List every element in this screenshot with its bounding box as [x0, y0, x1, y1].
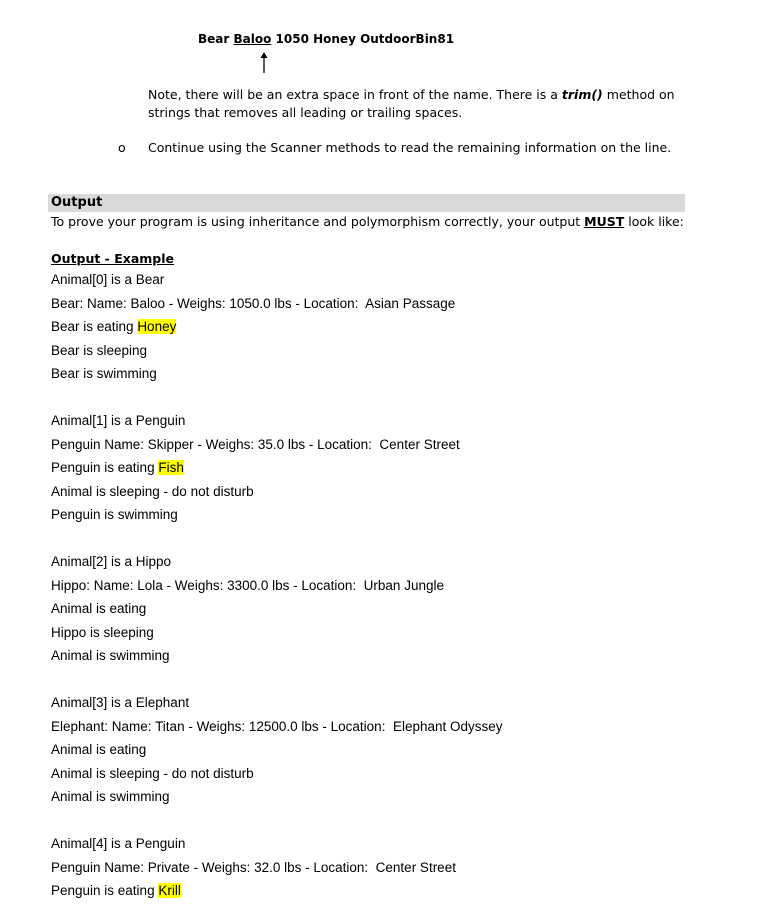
output-line — [51, 883, 181, 898]
output-line-text: Bear is swimming — [51, 366, 157, 381]
sample-name: Baloo — [233, 32, 272, 46]
output-line — [51, 719, 503, 734]
output-line — [51, 484, 254, 499]
output-line — [51, 578, 444, 593]
output-line — [51, 507, 178, 522]
note-text-after: method on strings that removes all leading or trailing spaces. — [148, 87, 675, 120]
up-arrow-icon — [257, 52, 271, 74]
output-line-text: Penguin Name: Private - Weighs: 32.0 lbs - Location: Center Street — [51, 859, 456, 875]
output-line — [51, 413, 185, 428]
output-line — [51, 437, 460, 452]
trim-note — [148, 86, 678, 122]
output-line-text: Bear: Name: Baloo - Weighs: 1050.0 lbs - Location: Asian Passage — [51, 295, 456, 311]
output-line-text: Animal[2] is a Hippo — [51, 554, 172, 569]
output-line — [51, 319, 176, 334]
output-line — [51, 366, 157, 381]
output-line — [51, 860, 456, 875]
output-line-text: Animal is eating — [51, 742, 147, 757]
trim-method: trim() — [561, 87, 603, 102]
bullet-item — [118, 140, 671, 155]
intro-emphasis: MUST — [584, 214, 625, 229]
output-line-text: Penguin is eating — [51, 460, 159, 475]
output-line — [51, 648, 170, 663]
section-heading: Output — [51, 195, 103, 210]
output-line-text: Animal is swimming — [51, 648, 170, 663]
highlighted-food: Fish — [158, 460, 184, 475]
intro-after: look like: — [624, 214, 684, 229]
output-line — [51, 554, 171, 569]
output-line — [51, 272, 164, 287]
output-line — [51, 742, 146, 757]
output-line-text: Animal is eating — [51, 601, 147, 616]
output-line — [51, 789, 170, 804]
output-line — [51, 296, 455, 311]
output-line — [51, 601, 146, 616]
highlighted-food: Krill — [158, 883, 181, 898]
output-line-text: Animal[4] is a Penguin — [51, 836, 186, 851]
output-line-text: Animal[1] is a Penguin — [51, 413, 186, 428]
output-line — [51, 343, 147, 358]
output-line — [51, 695, 189, 710]
output-line-text: Bear is sleeping — [51, 342, 148, 358]
intro-text — [51, 214, 684, 229]
sample-rest: 1050 Honey OutdoorBin81 — [271, 32, 455, 46]
bullet-marker: o — [118, 140, 126, 155]
output-line-text: Bear is eating — [51, 319, 138, 334]
output-heading-bar — [48, 194, 685, 212]
output-line-text: Animal is swimming — [51, 789, 170, 804]
sample-input-line — [198, 32, 454, 46]
highlighted-food: Honey — [137, 319, 177, 334]
output-line — [51, 766, 254, 781]
output-line-text: Elephant: Name: Titan - Weighs: 12500.0 lbs - Location: Elephant Odyssey — [51, 718, 503, 734]
note-text-before: Note, there will be an extra space in front of the name. There is a — [148, 87, 562, 102]
output-line-text: Penguin Name: Skipper - Weighs: 35.0 lbs - Location: Center Street — [51, 436, 460, 452]
output-line — [51, 625, 154, 640]
intro-before: To prove your program is using inheritance and polymorphism correctly, your output — [51, 214, 585, 229]
output-line-text: Hippo is sleeping — [51, 624, 154, 640]
output-line-text: Penguin is swimming — [51, 507, 178, 522]
bullet-text: Continue using the Scanner methods to read the remaining information on the line. — [148, 140, 672, 155]
output-line-text: Penguin is eating — [51, 883, 159, 898]
output-line-text: Animal[3] is a Elephant — [51, 695, 190, 710]
output-line-text: Animal[0] is a Bear — [51, 272, 165, 287]
output-line-text: Hippo: Name: Lola - Weighs: 3300.0 lbs - Location: Urban Jungle — [51, 577, 444, 593]
output-line — [51, 836, 185, 851]
example-title: Output - Example — [51, 251, 174, 266]
output-line — [51, 460, 184, 475]
sample-prefix: Bear — [198, 32, 234, 46]
output-line-text: Animal is sleeping - do not disturb — [51, 765, 254, 781]
output-line-text: Animal is sleeping - do not disturb — [51, 483, 254, 499]
